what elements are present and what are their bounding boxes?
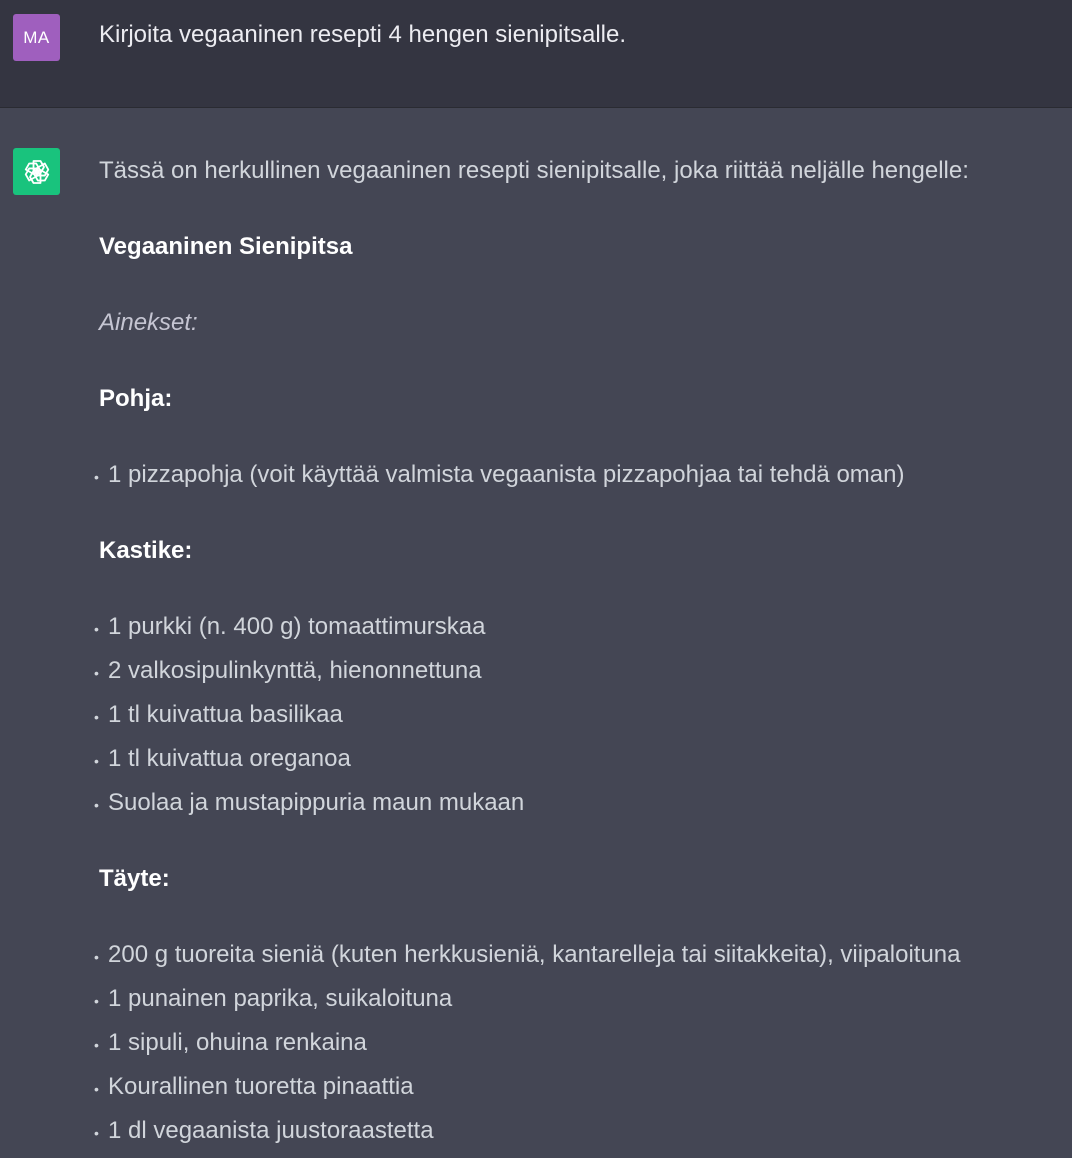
list-item: • 1 dl vegaanista juustoraastetta [108, 1116, 434, 1146]
bullet-icon: • [94, 1081, 99, 1097]
bullet-icon: • [94, 1037, 99, 1053]
bullet-icon: • [94, 469, 99, 485]
list-item: • 200 g tuoreita sieniä (kuten herkkusieniä, kantarelleja tai siitakkeita), viipaloituna [108, 940, 960, 970]
bullet-icon: • [94, 665, 99, 681]
list-item: • 1 sipuli, ohuina renkaina [108, 1028, 367, 1058]
bullet-icon: • [94, 1125, 99, 1141]
list-item: • 1 punainen paprika, suikaloituna [108, 984, 452, 1014]
user-avatar: MA [13, 14, 60, 61]
assistant-avatar [13, 148, 60, 195]
user-message-row [0, 0, 1072, 108]
bullet-icon: • [94, 993, 99, 1009]
list-item: • 1 purkki (n. 400 g) tomaattimurskaa [108, 612, 486, 642]
list-item: • 1 tl kuivattua oreganoa [108, 744, 351, 774]
user-message-text: Kirjoita vegaaninen resepti 4 hengen sienipitsalle. [99, 21, 627, 48]
bullet-icon: • [94, 621, 99, 637]
section-heading: Kastike: [99, 537, 193, 564]
list-item: • Suolaa ja mustapippuria maun mukaan [108, 788, 524, 818]
list-item: • 1 tl kuivattua basilikaa [108, 700, 343, 730]
intro-text: Tässä on herkullinen vegaaninen resepti sienipitsalle, joka riittää neljälle hengelle: [99, 157, 969, 184]
list-item: • 1 pizzapohja (voit käyttää valmista vegaanista pizzapohjaa tai tehdä oman) [108, 460, 904, 490]
section-heading: Täyte: [99, 865, 170, 892]
assistant-message-row [0, 108, 1072, 1158]
bullet-icon: • [94, 797, 99, 813]
list-item: • Kourallinen tuoretta pinaattia [108, 1072, 414, 1102]
recipe-title: Vegaaninen Sienipitsa [99, 233, 353, 260]
ingredients-label: Ainekset: [99, 309, 198, 336]
bullet-icon: • [94, 753, 99, 769]
openai-logo-icon [21, 156, 53, 188]
section-heading: Pohja: [99, 385, 173, 412]
bullet-icon: • [94, 709, 99, 725]
list-item: • 2 valkosipulinkynttä, hienonnettuna [108, 656, 482, 686]
bullet-icon: • [94, 949, 99, 965]
